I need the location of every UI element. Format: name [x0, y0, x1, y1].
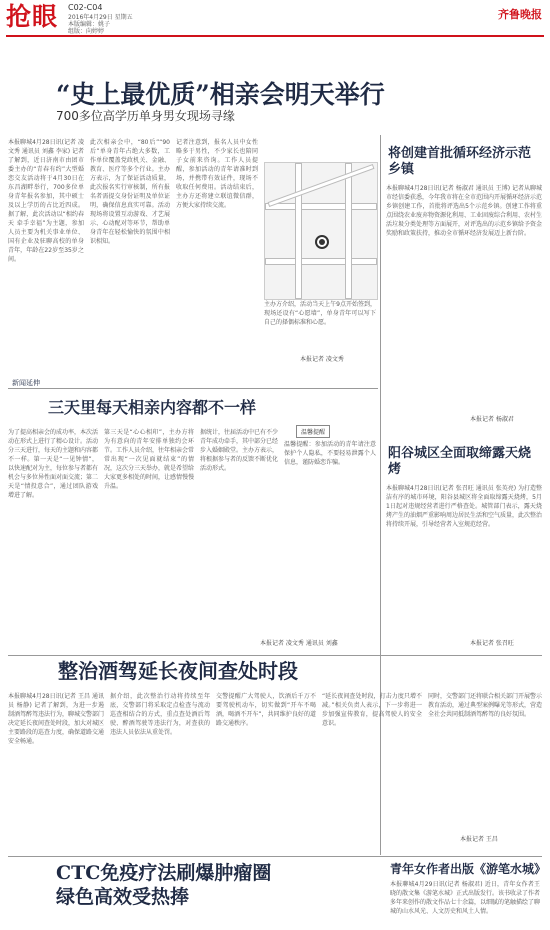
- section2-col-3: 据统计，往届活动中已有不少青年成功牵手，其中部分已经步入婚姻殿堂。主办方表示，将根据参与者的反馈不断优化活动形式。: [200, 429, 278, 472]
- header-rule: [6, 35, 544, 37]
- section3-col-1: 本报聊城4月28日讯(记者 王昌 通讯员 杨静) 记者了解到，为进一步遏制酒驾醉驾违法行为，聊城交警部门决定延长夜间查处时段，加大对城区主要路段的巡查力度，确保道路交通安全畅通。: [8, 693, 104, 745]
- section3-col-3: 交警提醒广大驾驶人，饮酒后千万不要驾驶机动车，切实做到“开车不喝酒，喝酒不开车”，共同维护良好的道路交通秩序。: [216, 693, 316, 727]
- section4-title-line2: 绿色高效受热捧: [56, 886, 190, 908]
- section2-col-1: 为了提高相亲会的成功率，本次活动在形式上进行了精心设计。活动分三天进行，每天的主题和内容都不一样。第一天是“一见钟情”，以快速配对为主，每位参与者都有机会与多位异性面对面交流；第二天是“情投意合”，通过团队游戏增进了解。: [8, 429, 98, 499]
- right-mid-byline: 本报记者 张召旺: [470, 640, 514, 647]
- lead-col-3: 记者注意到，报名人员中女性略多于男性，不少家长也陪同子女前来咨询。工作人员提醒，参加活动的青年请准时到场，并携带有效证件，现场不收取任何费用。活动结束后，主办方还将建立联谊微信群，方便大家持续交流。: [176, 139, 258, 209]
- lead-col-4: 主办方介绍，活动当天上午9点开始签到，现场还设有“心愿墙”，单身青年可以写下自己的择偶标准和心愿。: [264, 301, 376, 326]
- section3-col-2: 据介绍，此次整治行动将持续至年底，交警部门将采取定点检查与流动巡查相结合的方式，重点查处酒后驾驶、醉酒驾驶等违法行为，对查获的违法人员依法从重处罚。: [110, 693, 210, 736]
- section2-byline: 本报记者 凌文秀 通讯员 刘鑫: [260, 640, 338, 647]
- paper-logo: 齐鲁晚报: [498, 8, 542, 21]
- right-top-title: 将创建首批循环经济示范乡镇: [388, 146, 532, 177]
- divider: [8, 655, 542, 656]
- divider: [8, 856, 542, 857]
- section4-title-line1: CTC免疫疗法刷爆肿瘤圈: [56, 862, 272, 884]
- location-map: [264, 162, 378, 300]
- divider: [8, 388, 378, 389]
- section2-col-4: 温馨提醒：参加活动的青年请注意保护个人隐私，不要轻易泄露个人信息，谨防婚恋诈骗。: [284, 441, 376, 466]
- section3-byline: 本报记者 王昌: [460, 836, 498, 843]
- right-top-byline: 本报记者 杨淑君: [470, 416, 514, 423]
- section3-col-4: “延长夜间查处时段，打击力度只增不减。”相关负责人表示，下一步将进一步加强宣传教育，提高驾驶人的安全意识。: [322, 693, 422, 727]
- right-top-text: 本报聊城4月28日讯(记者 杨淑君 通讯员 王博) 记者从聊城市经信委获悉，今年我市将在全市范围内开展循环经济示范乡镇创建工作，首批将评选出5个示范乡镇。创建工作将重点围绕农业废弃物资源化利用、工业固废综合利用、农村生活垃圾分类处理等方面展开，对评选出的示范乡镇给予资金奖励和政策扶持，推动全市循环经济发展迈上新台阶。: [386, 185, 542, 237]
- section5-title: 青年女作者出版《游笔水城》: [390, 862, 547, 876]
- location-pin-icon: [315, 235, 329, 249]
- section5-col-1: 本报聊城4月29日讯(记者 杨淑君) 近日，青年女作者王晓的散文集《游笔水城》正式出版发行。该书收录了作者多年来创作的散文作品七十余篇，以细腻的笔触描绘了聊城的山水风光、人文历史和风土人情。: [390, 881, 540, 915]
- section3-title: 整治酒驾延长夜间查处时段: [58, 659, 298, 683]
- date-line: 2016年4月29日 星期五: [68, 14, 133, 21]
- lead-subtitle: 700多位高学历单身男女现场寻缘: [56, 109, 235, 123]
- lead-title: “史上最优质”相亲会明天举行: [56, 80, 385, 109]
- right-mid-title: 阳谷城区全面取缔露天烧烤: [388, 446, 532, 477]
- lead-col-1: 本报聊城4月28日讯(记者 凌文秀 通讯员 刘鑫 李家) 记者了解到，近日济南市由团市委主办的“青春有约”大型婚恋交友活动将于4月30日在东昌湖畔举行，700多位单身青年报名参加，其中硕士及以上学历的占比近四成。据了解，此次活动以“相约春天 牵手幸福”为主题，参加人员主要为机关事业单位、国有企业及驻聊高校的单身青年，年龄在22岁至35岁之间。: [8, 139, 84, 263]
- section2-title: 三天里每天相亲内容都不一样: [48, 398, 257, 417]
- tip-box-label: 温馨提醒: [296, 425, 330, 438]
- lead-col-2: 此次相亲会中，“80后”“90后”单身青年占绝大多数，工作单位覆盖党政机关、金融、教育、医疗等多个行业。主办方表示，为了保证活动质量，此次报名实行审核制，所有报名者需提交身份证明及单位证明，确保信息真实可靠。活动现场将设置互动游戏、才艺展示、心动配对等环节，帮助单身青年在轻松愉快的氛围中相识相知。: [90, 139, 170, 245]
- lead-byline: 本报记者 凌文秀: [300, 356, 344, 363]
- section-name: 抢眼: [6, 2, 59, 31]
- section2-col-2: 第三天是“心心相印”，主办方将为有意向的青年安排单独约会环节。工作人员介绍，往年相亲会常常出现“一次见面就结束”的情况，这次分三天举办，就是希望给大家更多相处的时间，让感情慢慢升温。: [104, 429, 194, 490]
- editor-line: 本版编辑：姚子: [68, 21, 111, 28]
- section3-col-5: 同时，交警部门还将联合相关部门开展警示教育活动，通过典型案例曝光等形式，营造全社会共同抵制酒驾醉驾的良好氛围。: [428, 693, 542, 718]
- right-mid-text: 本报聊城4月28日讯(记者 张召旺 通讯员 张英亮) 为打造整洁有序的城市环境，阳谷县城区将全面取缔露天烧烤，5月1日起对违规经营者进行严格查处。城管部门表示，露天烧烤产生的油烟严重影响周边居民生活和空气质量，此次整治将持续开展，引导经营者入室规范经营。: [386, 485, 542, 528]
- page-code: C02-C04: [68, 3, 103, 12]
- news-tag: 新闻延伸: [12, 379, 40, 387]
- proof-line: 组版：向婷婷: [68, 28, 105, 35]
